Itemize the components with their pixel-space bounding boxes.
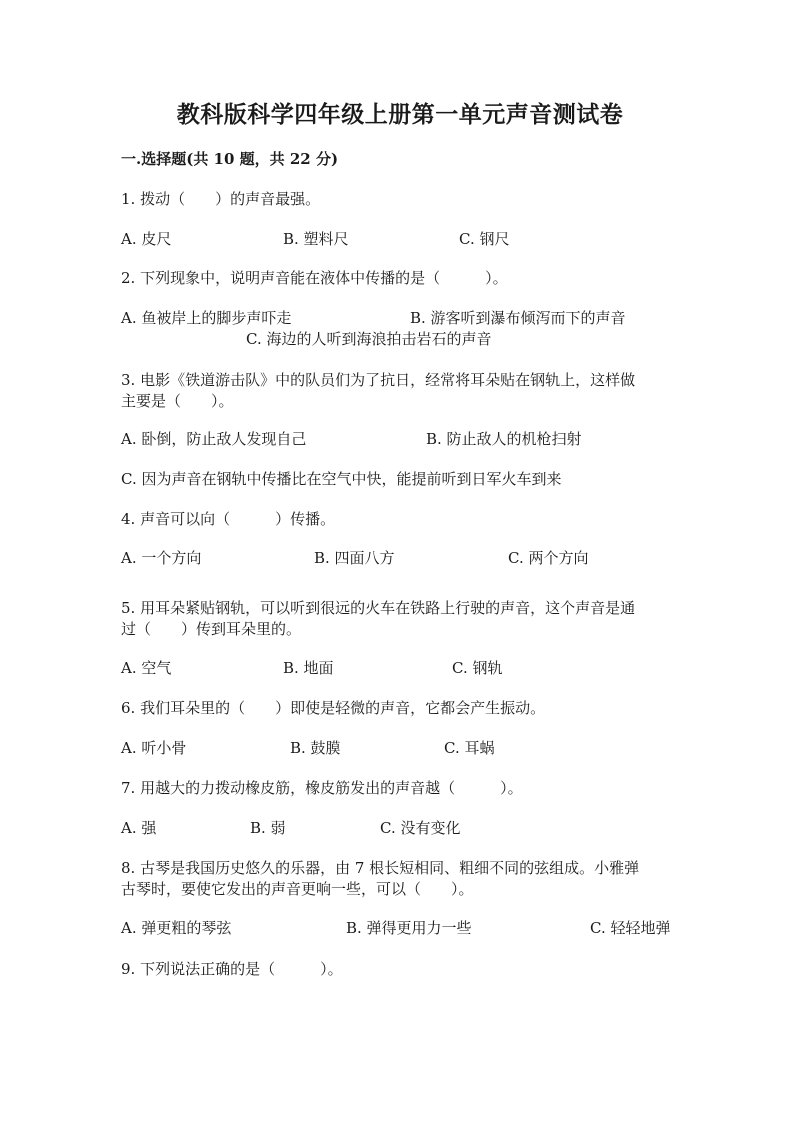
q8-option-a: A. 弹更粗的琴弦 [121,919,232,937]
question-3-line-2: 主要是（ ）。 [121,392,234,410]
q3-option-b: B. 防止敌人的机枪扫射 [426,430,582,448]
q2-option-c: C. 海边的人听到海浪拍击岩石的声音 [246,330,492,348]
q6-option-a: A. 听小骨 [121,739,187,757]
q5-option-b: B. 地面 [283,659,334,677]
q7-option-b: B. 弱 [250,819,286,837]
q4-option-a: A. 一个方向 [121,549,202,567]
q6-option-c: C. 耳蜗 [444,739,495,757]
q4-option-c: C. 两个方向 [508,549,589,567]
question-5: 5. 用耳朵紧贴钢轨，可以听到很远的火车在铁路上行驶的声音，这个声音是通 [121,599,636,617]
question-4: 4. 声音可以向（ ）传播。 [121,510,336,528]
question-8-line-2: 古琴时，要使它发出的声音更响一些，可以（ ）。 [121,880,474,898]
question-9: 9. 下列说法正确的是（ ）。 [121,960,343,978]
question-2: 2. 下列现象中，说明声音能在液体中传播的是（ ）。 [121,269,508,287]
q1-option-a: A. 皮尺 [121,230,172,248]
q7-option-a: A. 强 [121,819,157,837]
q8-option-c: C. 轻轻地弹 [590,919,671,937]
q2-option-b: B. 游客听到瀑布倾泻而下的声音 [410,309,626,327]
question-1: 1. 拨动（ ）的声音最强。 [121,190,321,208]
question-8: 8. 古琴是我国历史悠久的乐器，由 7 根长短相同、粗细不同的弦组成。小雅弹 [121,859,640,877]
q3-option-a: A. 卧倒，防止敌人发现自己 [121,430,307,448]
question-5-line-2: 过（ ）传到耳朵里的。 [121,620,302,638]
question-3: 3. 电影《铁道游击队》中的队员们为了抗日，经常将耳朵贴在钢轨上，这样做 [121,371,636,389]
section-heading: 一.选择题(共 10 题，共 22 分) [121,150,339,168]
q4-option-b: B. 四面八方 [314,549,395,567]
q1-option-c: C. 钢尺 [459,230,510,248]
q2-option-a: A. 鱼被岸上的脚步声吓走 [121,309,292,327]
q7-option-c: C. 没有变化 [380,819,461,837]
q6-option-b: B. 鼓膜 [290,739,341,757]
q5-option-a: A. 空气 [121,659,172,677]
question-7: 7. 用越大的力拨动橡皮筋，橡皮筋发出的声音越（ ）。 [121,779,523,797]
q3-option-c: C. 因为声音在钢轨中传播比在空气中快，能提前听到日军火车到来 [121,470,562,488]
question-6: 6. 我们耳朵里的（ ）即使是轻微的声音，它都会产生振动。 [121,699,546,717]
page-title: 教科版科学四年级上册第一单元声音测试卷 [176,101,624,128]
q5-option-c: C. 钢轨 [452,659,503,677]
q1-option-b: B. 塑料尺 [283,230,349,248]
q8-option-b: B. 弹得更用力一些 [346,919,472,937]
